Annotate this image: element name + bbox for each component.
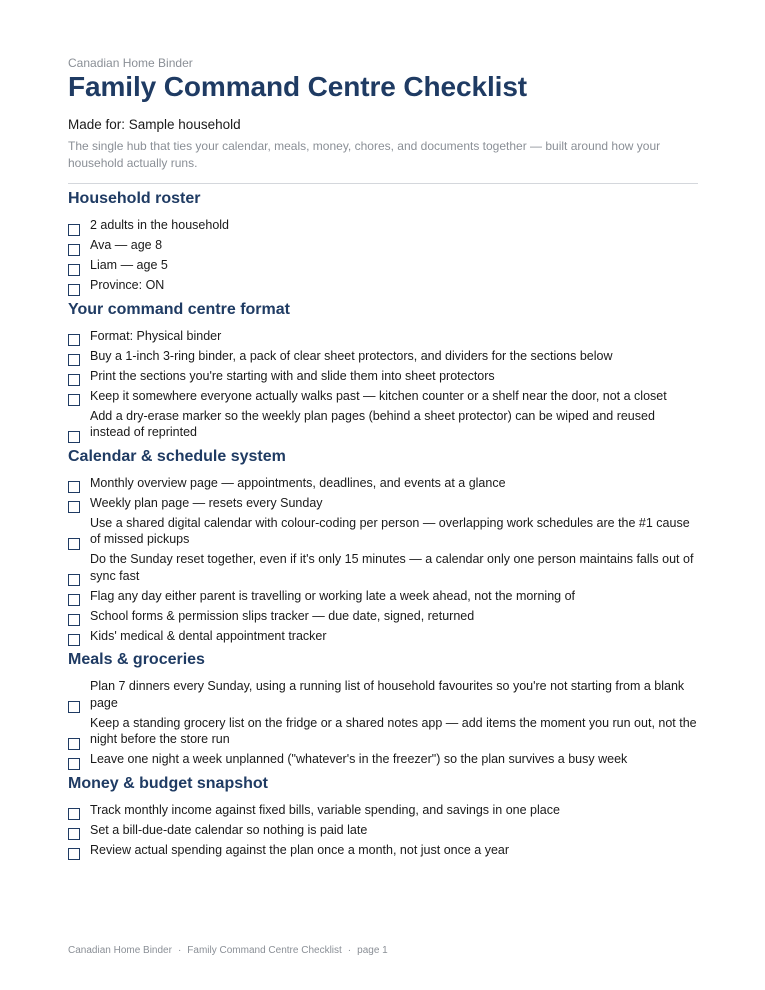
checklist-item-text: Track monthly income against fixed bills, variable spending, and savings in one place	[90, 802, 560, 817]
checkbox[interactable]	[68, 758, 80, 770]
page-title: Family Command Centre Checklist	[68, 71, 528, 102]
checklist-item-text: Use a shared digital calendar with colour-coding per person — overlapping work schedules are the #1 cause of missed pickups	[90, 515, 690, 546]
checklist-item-text: Flag any day either parent is travelling or working late a week ahead, not the morning of	[90, 588, 575, 603]
checkbox[interactable]	[68, 481, 80, 493]
footer-separator: ·	[177, 945, 182, 956]
checklist-item	[68, 475, 698, 492]
checklist-section	[68, 189, 698, 294]
checkbox[interactable]	[68, 594, 80, 606]
section-title: Calendar & schedule system	[68, 447, 286, 465]
checklist-item	[68, 678, 698, 711]
checklist-item-text: Add a dry-erase marker so the weekly plan pages (behind a sheet protector) can be wiped and reused instead of reprinted	[90, 408, 655, 439]
checklist-item-text: School forms & permission slips tracker — due date, signed, returned	[90, 608, 475, 623]
footer-separator: ·	[347, 945, 352, 956]
checklist-item	[68, 822, 698, 839]
checkbox[interactable]	[68, 634, 80, 646]
brand-label: Canadian Home Binder	[68, 56, 193, 70]
checkbox[interactable]	[68, 394, 80, 406]
checklist-section	[68, 774, 698, 859]
section-title: Meals & groceries	[68, 651, 205, 668]
checkbox[interactable]	[68, 828, 80, 840]
checklist-item	[68, 842, 698, 859]
checkbox[interactable]	[68, 431, 80, 443]
header-divider	[68, 183, 698, 184]
checklist-item-text: Plan 7 dinners every Sunday, using a running list of household favourites so you're not starting from a blank page	[90, 679, 685, 710]
checklist-item	[68, 751, 698, 768]
checklist-item-text: Print the sections you're starting with and slide them into sheet protectors	[90, 368, 495, 383]
section-title: Household roster	[68, 190, 201, 207]
checklist-items	[68, 217, 698, 294]
checklist-item-text: Kids' medical & dental appointment tracker	[90, 628, 327, 643]
checklist-item	[68, 628, 698, 645]
checklist-item-text: Leave one night a week unplanned ("whatever's in the freezer") so the plan survives a busy week	[90, 752, 628, 766]
checklist-item	[68, 368, 698, 385]
checkbox[interactable]	[68, 354, 80, 366]
checklist-item	[68, 237, 698, 254]
checklist-item-text: Weekly plan page — resets every Sunday	[90, 495, 323, 510]
checklist-item	[68, 348, 698, 365]
checklist-item-text: Ava — age 8	[90, 238, 163, 252]
checkbox[interactable]	[68, 738, 80, 750]
section-title: Your command centre format	[68, 300, 290, 318]
footer-brand: Canadian Home Binder	[68, 945, 172, 956]
checklist-item-text: Buy a 1-inch 3-ring binder, a pack of clear sheet protectors, and dividers for the sections below	[90, 348, 613, 363]
checkbox[interactable]	[68, 574, 80, 586]
checkbox[interactable]	[68, 701, 80, 713]
footer-doc-title: Family Command Centre Checklist	[187, 945, 342, 956]
checklist-items	[68, 328, 698, 441]
checklist-item	[68, 608, 698, 625]
checklist-item	[68, 388, 698, 405]
checklist-item	[68, 802, 698, 819]
checklist-item-text: Set a bill-due-date calendar so nothing is paid late	[90, 822, 368, 837]
checklist-item	[68, 217, 698, 234]
checklist-item	[68, 408, 698, 441]
checklist-item	[68, 257, 698, 274]
made-for-line: Made for: Sample household	[68, 117, 241, 132]
checklist-item-text: Monthly overview page — appointments, deadlines, and events at a glance	[90, 475, 506, 490]
checkbox[interactable]	[68, 244, 80, 256]
page-footer	[68, 945, 388, 956]
checklist-item-text: Keep it somewhere everyone actually walks past — kitchen counter or a shelf near the door, not a closet	[90, 388, 667, 403]
checklist-item	[68, 328, 698, 345]
section-title: Money & budget snapshot	[68, 774, 268, 792]
checklist-section	[68, 300, 698, 441]
checkbox[interactable]	[68, 284, 80, 296]
checklist-item-text: Liam — age 5	[90, 258, 168, 272]
checklist-section	[68, 447, 698, 645]
footer-page-number: page 1	[357, 945, 388, 956]
checklist-item-text: Do the Sunday reset together, even if it's only 15 minutes — a calendar only one person maintains falls out of sync fast	[90, 552, 694, 583]
sections-container	[68, 189, 698, 858]
intro-text: The single hub that ties your calendar, meals, money, chores, and documents together — built around how your household actually runs.	[68, 139, 661, 170]
checklist-item	[68, 588, 698, 605]
checklist-item-text: 2 adults in the household	[90, 218, 229, 232]
checklist-item-text: Keep a standing grocery list on the fridge or a shared notes app — add items the moment you run out, not the night before the store run	[90, 715, 697, 746]
checkbox[interactable]	[68, 614, 80, 626]
checklist-item	[68, 495, 698, 512]
checklist-item-text: Province: ON	[90, 278, 165, 292]
checklist-section	[68, 650, 698, 768]
checkbox[interactable]	[68, 374, 80, 386]
checklist-page	[68, 56, 698, 862]
checkbox[interactable]	[68, 501, 80, 513]
checklist-item	[68, 551, 698, 584]
checklist-item	[68, 277, 698, 294]
checklist-items	[68, 678, 698, 768]
checklist-item-text: Review actual spending against the plan once a month, not just once a year	[90, 842, 510, 857]
checkbox[interactable]	[68, 334, 80, 346]
checkbox[interactable]	[68, 264, 80, 276]
checklist-item-text: Format: Physical binder	[90, 328, 222, 343]
checklist-item	[68, 515, 698, 548]
checkbox[interactable]	[68, 224, 80, 236]
checklist-items	[68, 802, 698, 859]
checkbox[interactable]	[68, 808, 80, 820]
checkbox[interactable]	[68, 848, 80, 860]
checkbox[interactable]	[68, 538, 80, 550]
checklist-items	[68, 475, 698, 645]
checklist-item	[68, 715, 698, 748]
